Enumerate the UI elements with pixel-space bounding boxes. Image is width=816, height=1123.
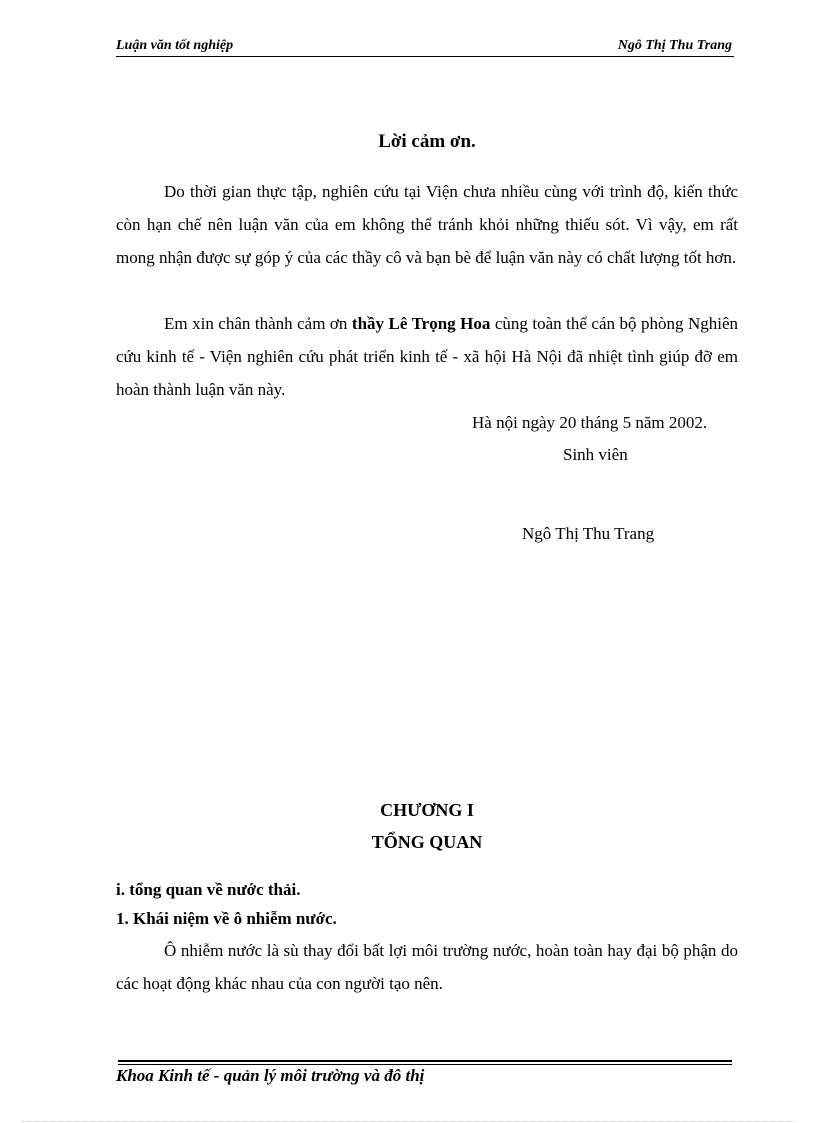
footer-divider-thick bbox=[118, 1060, 732, 1062]
body-paragraph: Ô nhiễm nước là sù thay đổi bất lợi môi trường nước, hoàn toàn hay đại bộ phận do các hoạt động khác nhau của con người tạo nên. bbox=[116, 941, 738, 993]
header-right-text: Ngô Thị Thu Trang bbox=[617, 38, 732, 53]
header-divider bbox=[116, 56, 734, 57]
subsection-heading: 1. Khái niệm về ô nhiễm nước. bbox=[116, 909, 337, 928]
signature-role: Sinh viên bbox=[563, 445, 628, 464]
acknowledgement-paragraph-2 bbox=[116, 307, 738, 406]
header-left-text: Luận văn tốt nghiệp bbox=[116, 38, 234, 53]
acknowledgement-paragraph-1: Do thời gian thực tập, nghiên cứu tại Viện chưa nhiều cùng với trình độ, kiến thức còn hạn chế nên luận văn của em không thể tránh khỏi những thiếu sót. Vì vậy, em rất mong nhận được sự góp ý của các thầy cô và bạn bè để luận văn này có chất lượng tốt hơn. bbox=[116, 182, 738, 267]
advisor-name: thầy Lê Trọng Hoa bbox=[351, 314, 491, 333]
footer-divider-thin bbox=[118, 1064, 732, 1065]
signature-date: Hà nội ngày 20 tháng 5 năm 2002. bbox=[472, 413, 708, 432]
paragraph-2-text-before: Em xin chân thành cảm ơn bbox=[164, 314, 352, 333]
paragraph-2-text-after: cùng toàn thể cán bộ phòng Nghiên cứu kinh tế - Viện nghiên cứu phát triển kinh tế - xã hội Hà Nội đã nhiệt tình giúp đỡ em hoàn thành luận văn này. bbox=[116, 314, 738, 399]
page-footer: Khoa Kinh tế - quản lý môi trường và đô thị bbox=[116, 1066, 425, 1085]
signature-name: Ngô Thị Thu Trang bbox=[522, 524, 655, 543]
page-bottom-border bbox=[22, 1121, 794, 1122]
chapter-number: CHƯƠNG I bbox=[380, 800, 474, 820]
page-title: Lời cảm ơn. bbox=[378, 131, 476, 152]
section-heading: i. tổng quan về nước thải. bbox=[116, 880, 301, 899]
chapter-title: TỔNG QUAN bbox=[371, 832, 483, 852]
